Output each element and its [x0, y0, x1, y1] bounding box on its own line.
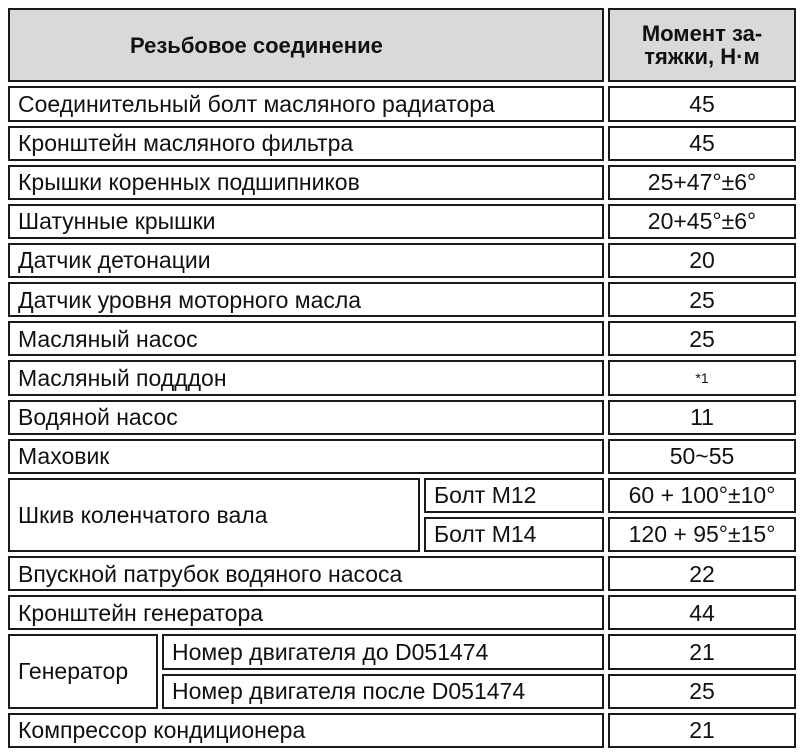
table-row	[8, 400, 796, 435]
row-name: Соединительный болт масляного радиатора	[8, 86, 604, 121]
torque-table	[4, 4, 800, 752]
row-value: 21	[608, 713, 796, 748]
row-value: *1	[608, 360, 796, 395]
header-connection: Резьбовое соединение	[8, 8, 604, 82]
row-name: Кронштейн масляного фильтра	[8, 126, 604, 161]
header-row	[8, 8, 796, 82]
table-row	[8, 126, 796, 161]
generator-sub-name: Номер двигателя до D051474	[162, 634, 604, 669]
table-row	[8, 243, 796, 278]
row-value: 45	[608, 126, 796, 161]
row-name: Шатунные крышки	[8, 204, 604, 239]
table-row	[8, 282, 796, 317]
row-value: 11	[608, 400, 796, 435]
row-value: 50~55	[608, 439, 796, 474]
table-row	[8, 321, 796, 356]
generator-sub-name: Номер двигателя после D051474	[162, 674, 604, 709]
row-name: Водяной насос	[8, 400, 604, 435]
row-name: Масляный подддон	[8, 360, 604, 395]
generator-sub-value: 25	[608, 674, 796, 709]
table-row	[8, 86, 796, 121]
row-name: Кронштейн генератора	[8, 595, 604, 630]
crankshaft-name: Шкив коленчатого вала	[8, 478, 420, 552]
header-torque-line1: Момент за-	[641, 21, 763, 47]
crankshaft-sub-name: Болт М12	[424, 478, 604, 513]
row-name: Компрессор кондиционера	[8, 713, 604, 748]
row-name: Датчик уровня моторного масла	[8, 282, 604, 317]
crankshaft-sub-name: Болт М14	[424, 517, 604, 552]
row-value: 25	[608, 321, 796, 356]
row-value: 45	[608, 86, 796, 121]
crankshaft-sub-value: 120 + 95°±15°	[608, 517, 796, 552]
row-name: Масляный насос	[8, 321, 604, 356]
table-row	[8, 360, 796, 395]
generator-name: Генератор	[8, 634, 158, 708]
generator-row	[8, 634, 796, 669]
row-value: 22	[608, 556, 796, 591]
row-value: 20	[608, 243, 796, 278]
row-value: 25	[608, 282, 796, 317]
row-value: 44	[608, 595, 796, 630]
row-name: Впускной патрубок водяного насоса	[8, 556, 604, 591]
table-row	[8, 595, 796, 630]
crankshaft-sub-value: 60 + 100°±10°	[608, 478, 796, 513]
table-row	[8, 713, 796, 748]
table-row	[8, 439, 796, 474]
table-row	[8, 204, 796, 239]
row-value: 25+47°±6°	[608, 165, 796, 200]
header-torque	[608, 8, 796, 82]
row-name: Датчик детонации	[8, 243, 604, 278]
row-name: Маховик	[8, 439, 604, 474]
header-torque-line2: тяжки, Н·м	[644, 44, 760, 70]
row-name: Крышки коренных подшипников	[8, 165, 604, 200]
table-row	[8, 556, 796, 591]
table-row	[8, 165, 796, 200]
generator-sub-value: 21	[608, 634, 796, 669]
row-value: 20+45°±6°	[608, 204, 796, 239]
crankshaft-row	[8, 478, 796, 513]
